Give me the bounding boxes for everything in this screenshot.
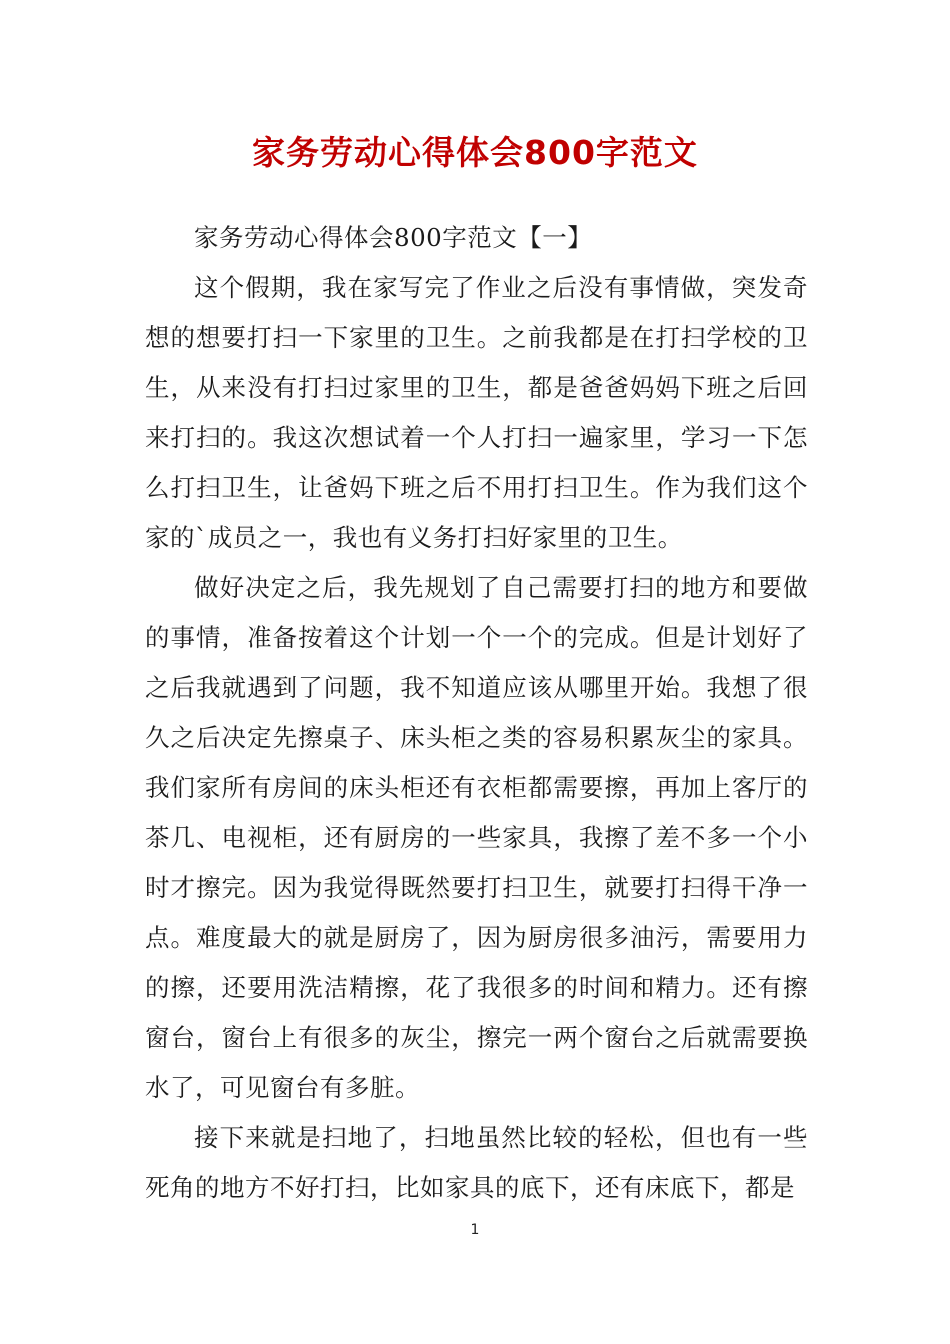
page-number: 1 [470,1222,480,1238]
paragraph-2: 做好决定之后，我先规划了自己需要打扫的地方和要做的事情，准备按着这个计划一个一个的完成。但是计划好了之后我就遇到了问题，我不知道应该从哪里开始。我想了很久之后决定先擦桌子、床头柜之类的容易积累灰尘的家具。我们家所有房间的床头柜还有衣柜都需要擦，再加上客厅的茶几、电视柜，还有厨房的一些家具，我擦了差不多一个小时才擦完。因为我觉得既然要打扫卫生，就要打扫得干净一点。难度最大的就是厨房了，因为厨房很多油污，需要用力的擦，还要用洗洁精擦，花了我很多的时间和精力。还有擦窗台，窗台上有很多的灰尘，擦完一两个窗台之后就需要换水了，可见窗台有多脏。 [145,573,808,1102]
section-heading: 家务劳动心得体会800字范文【一】 [194,223,593,252]
document-title: 家务劳动心得体会800字范文 [252,133,698,172]
paragraph-1: 这个假期，我在家写完了作业之后没有事情做，突发奇想的想要打扫一下家里的卫生。之前我都是在打扫学校的卫生，从来没有打扫过家里的卫生，都是爸爸妈妈下班之后回来打扫的。我这次想试着一个人打扫一遍家里，学习一下怎么打扫卫生，让爸妈下班之后不用打扫卫生。作为我们这个家的`成员之一，我也有义务打扫好家里的卫生。 [145,273,808,552]
paragraph-3: 接下来就是扫地了，扫地虽然比较的轻松，但也有一些死角的地方不好打扫，比如家具的底下，还有床底下，都是 [145,1123,808,1202]
document-body [145,213,808,1213]
